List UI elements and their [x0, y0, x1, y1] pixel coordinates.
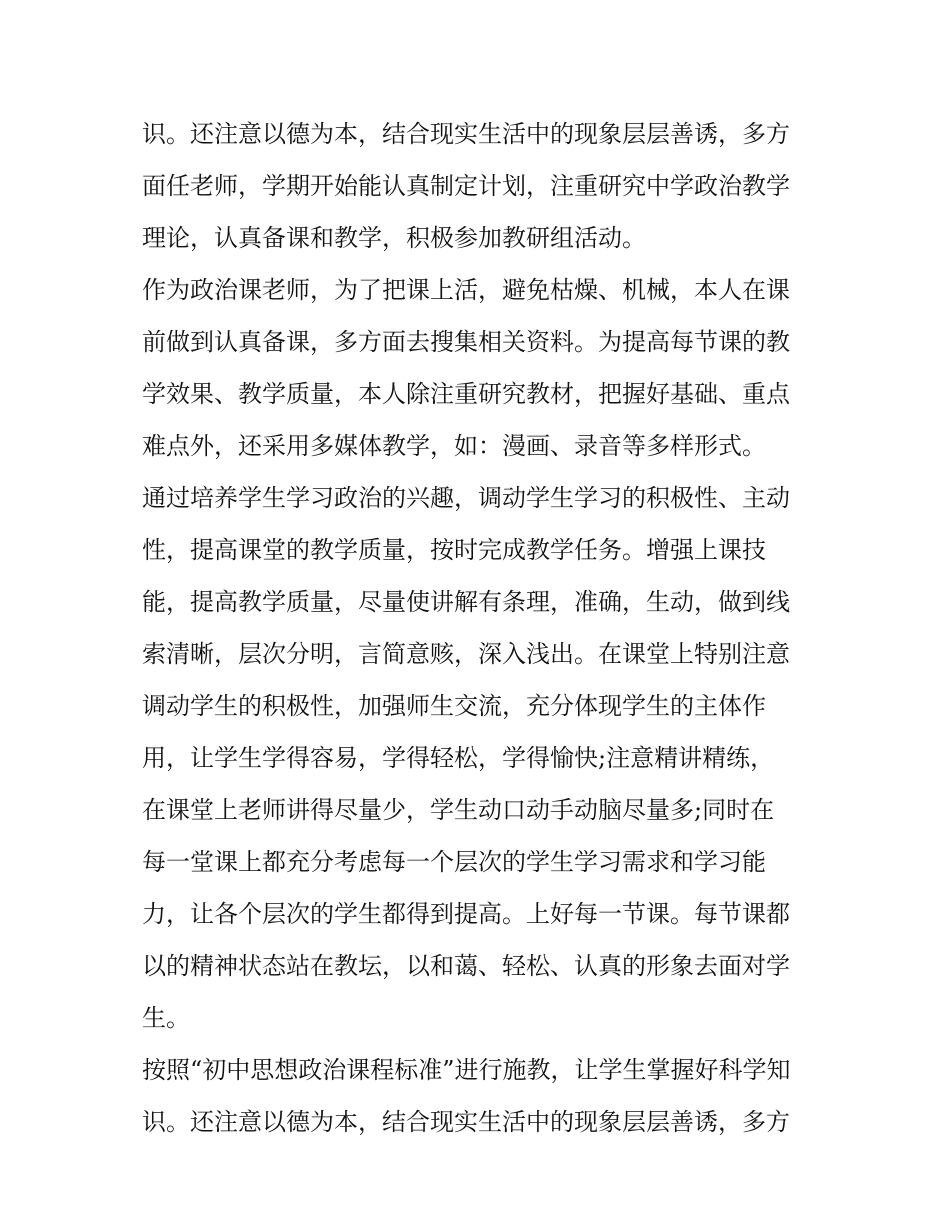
text-line: 调动学生的积极性，加强师生交流，充分体现学生的主体作 — [142, 692, 766, 720]
text-line: 以的精神状态站在教坛，以和蔼、轻松、认真的形象去面对学 — [142, 952, 790, 980]
text-line: 能，提高教学质量，尽量使讲解有条理，准确，生动，做到线 — [142, 588, 790, 616]
document-body — [142, 108, 822, 1148]
text-line: 识。还注意以德为本，结合现实生活中的现象层层善诱，多方 — [142, 120, 790, 148]
text-line: 性，提高课堂的教学质量，按时完成教学任务。增强上课技 — [142, 536, 766, 564]
text-line: 每一堂课上都充分考虑每一个层次的学生学习需求和学习能 — [142, 848, 766, 876]
text-line: 索清晰，层次分明，言简意赅，深入浅出。在课堂上特别注意 — [142, 640, 790, 668]
text-line: 学效果、教学质量，本人除注重研究教材，把握好基础、重点 — [142, 380, 790, 408]
text-line: 前做到认真备课，多方面去搜集相关资料。为提高每节课的教 — [142, 328, 790, 356]
text-line: 面任老师，学期开始能认真制定计划，注重研究中学政治教学 — [142, 172, 790, 200]
text-line: 在课堂上老师讲得尽量少，学生动口动手动脑尽量多;同时在 — [142, 796, 775, 824]
text-line: 通过培养学生学习政治的兴趣，调动学生学习的积极性、主动 — [142, 484, 790, 512]
text-line: 作为政治课老师，为了把课上活，避免枯燥、机械，本人在课 — [142, 276, 790, 304]
text-line: 难点外，还采用多媒体教学，如：漫画、录音等多样形式。 — [142, 432, 766, 460]
text-line: 力，让各个层次的学生都得到提高。上好每一节课。每节课都 — [142, 900, 790, 928]
text-line: 生。 — [142, 1004, 190, 1032]
text-line: 按照“初中思想政治课程标准”进行施教，让学生掌握好科学知 — [142, 1056, 791, 1084]
text-line: 用，让学生学得容易，学得轻松，学得愉快;注意精讲精练， — [142, 744, 775, 772]
text-line: 识。还注意以德为本，结合现实生活中的现象层层善诱，多方 — [142, 1108, 790, 1136]
text-line: 理论，认真备课和教学，积极参加教研组活动。 — [142, 224, 646, 252]
